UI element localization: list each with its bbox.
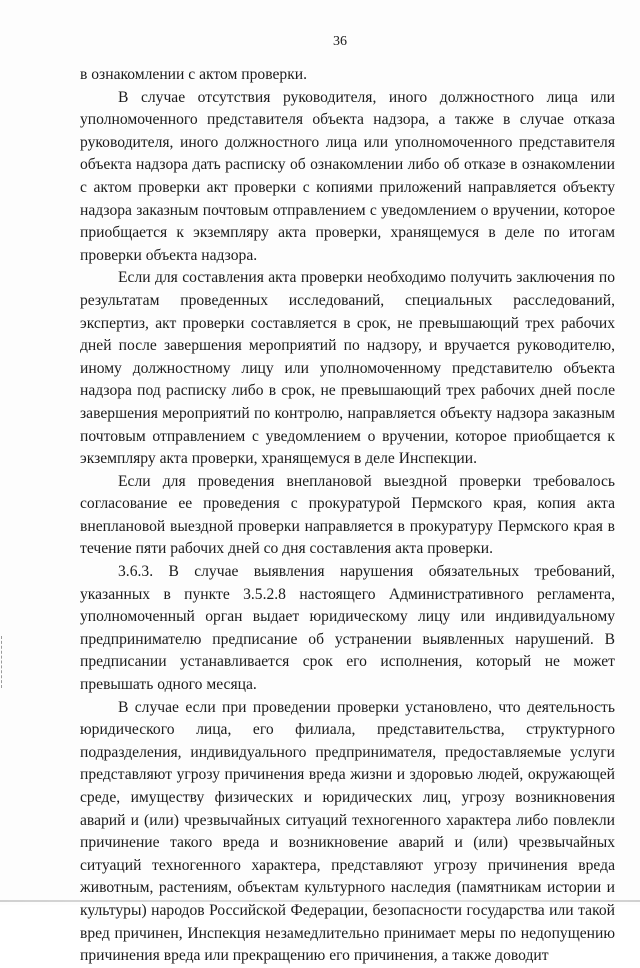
paragraph-unscheduled-inspection: Если для проведения внеплановой выездной проверки требовалось согласование ее проведения с прокуратурой Пермского края, копия акта внеплановой выездной проверки направляется в прокуратуру Пермского края в течение пяти рабочих дней со дня составления акта проверки. bbox=[80, 472, 615, 558]
paragraph-conclusions-required: Если для составления акта проверки необходимо получить заключения по результатам проведенных исследований, специальных расследований, экспертиз, акт проверки составляется в срок, не превышающий трех рабочих дней после завершения мероприятий по надзору, и вручается руководителю, иному должностному лицу или уполномоченному представителю объекта надзора под расписку либо в срок, не превышающий трех рабочих дней после завершения мероприятий по контролю, направляется объекту надзора заказным почтовым отправлением с уведомлением о вручении, которое приобщается к экземпляру акта проверки, хранящемуся в деле Инспекции. bbox=[80, 269, 615, 468]
page-number: 36 bbox=[333, 34, 347, 49]
scan-bottom-edge bbox=[0, 900, 640, 902]
document-body bbox=[80, 64, 615, 968]
paragraph-continuation: в ознакомлении с актом проверки. bbox=[80, 66, 308, 83]
paragraph-threat-of-harm: В случае если при проведении проверки установлено, что деятельность юридического лица, его филиала, представительства, структурного подразделения, индивидуального предпринимателя, предоставляемые услуги представляют угрозу причинения вреда жизни и здоровью людей, окружающей среде, имуществу физических и юридических лиц, угрозу возникновения аварий и (или) чрезвычайных ситуаций техногенного характера либо повлекли причинение такого вреда и возникновение аварий и (или) чрезвычайных ситуаций техногенного характера, представляют угрозу причинения вреда животным, растениям, объектам культурного наследия (памятникам истории и культуры) народов Российской Федерации, безопасности государства или такой вред причинен, Инспекция незамедлительно принимает меры по недопущению причинения вреда или прекращению его причинения, а также доводит bbox=[80, 698, 615, 965]
paragraph-section-3-6-3: 3.6.3. В случае выявления нарушения обязательных требований, указанных в пункте 3.5.2.8 настоящего Административного регламента, уполномоченный орган выдает юридическому лицу или индивидуальному предпринимателю предписание об устранении выявленных нарушений. В предписании устанавливается срок его исполнения, который не может превышать одного месяца. bbox=[80, 563, 615, 694]
scan-edge-mark bbox=[1, 636, 3, 688]
paragraph-absence-of-manager: В случае отсутствия руководителя, иного должностного лица или уполномоченного представителя объекта надзора, а также в случае отказа руководителя, иного должностного лица или уполномоченного представителя объекта надзора дать расписку об ознакомлении либо об отказе в ознакомлении с актом проверки акт проверки с копиями приложений направляется объекту надзора заказным почтовым отправлением с уведомлением о вручении, которое приобщается к экземпляру акта проверки, хранящемуся в деле по итогам проверки объекта надзора. bbox=[80, 88, 615, 264]
